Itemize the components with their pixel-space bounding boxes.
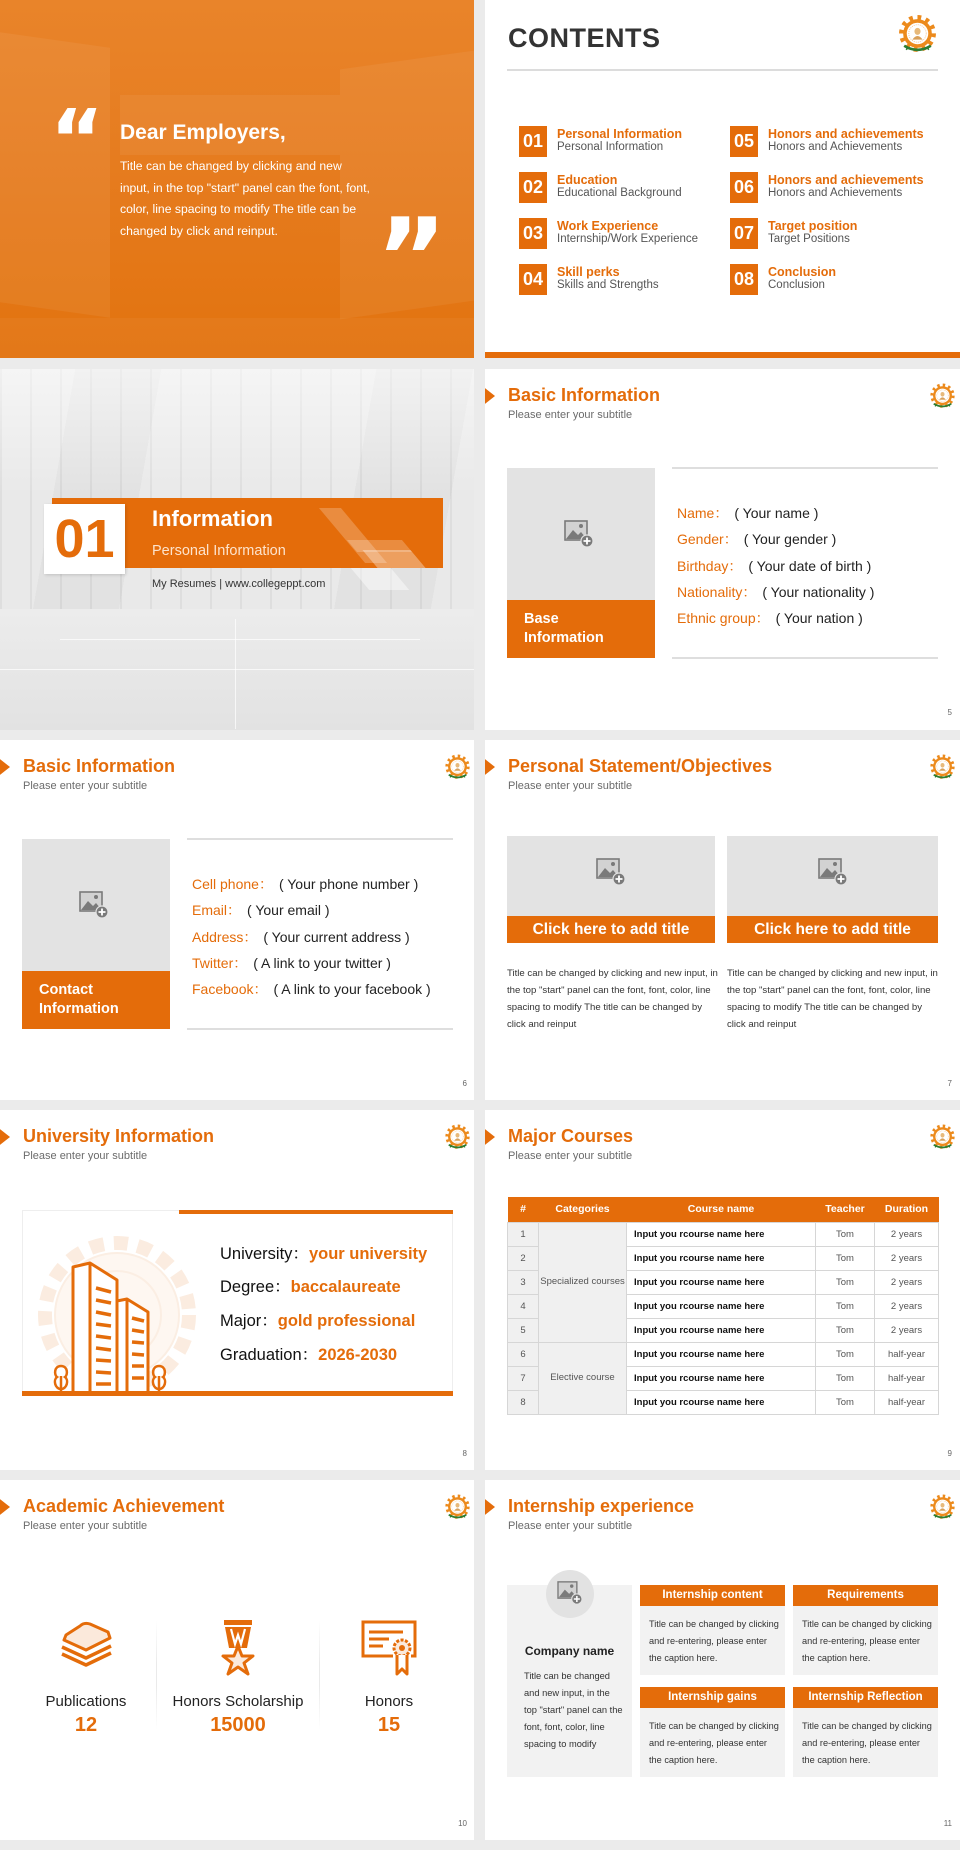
bottom-accent-bar xyxy=(485,352,960,358)
box-body[interactable]: Title can be changed by clicking and re-entering, please enter the caption here. xyxy=(802,1721,932,1765)
course-name[interactable]: Input you rcourse name here xyxy=(627,1390,816,1414)
building-icon xyxy=(22,1214,222,1394)
medal-icon xyxy=(208,1618,268,1678)
field-label: Nationality： xyxy=(677,584,757,600)
internship-gains-box xyxy=(640,1687,785,1777)
box-body[interactable]: Title can be changed by clicking and re-entering, please enter the caption here. xyxy=(649,1619,779,1663)
item-title: Education xyxy=(557,173,618,187)
achievement-value: 15000 xyxy=(210,1714,266,1736)
card-bottom-accent xyxy=(22,1391,453,1396)
item-number: 08 xyxy=(730,264,758,295)
column-header: Course name xyxy=(627,1197,816,1222)
header-arrow-icon xyxy=(0,1496,10,1518)
field-value: baccalaureate xyxy=(290,1278,401,1296)
duration[interactable]: half-year xyxy=(875,1342,939,1366)
field-degree[interactable] xyxy=(220,1276,401,1298)
item-number: 07 xyxy=(730,218,758,249)
item-subtitle: Personal Information xyxy=(557,141,664,153)
field-value: ( Your name ) xyxy=(734,505,819,521)
achievement-value: 12 xyxy=(74,1714,98,1736)
certificate-icon xyxy=(359,1618,419,1678)
courses-table xyxy=(507,1197,939,1415)
university-logo-icon xyxy=(444,1124,471,1152)
slide-major-courses xyxy=(485,1110,960,1470)
university-logo-icon xyxy=(929,754,956,782)
achievement-honors xyxy=(314,1618,464,1736)
slide-dear-employers xyxy=(0,0,474,358)
slide-subtitle[interactable]: Please enter your subtitle xyxy=(23,780,148,792)
item-subtitle: Honors and Achievements xyxy=(768,141,903,153)
slide-contact-information xyxy=(0,740,474,1100)
slide-title[interactable]: Basic Information xyxy=(508,385,661,405)
table-row xyxy=(508,1222,939,1246)
field-label: Major： xyxy=(220,1312,278,1330)
university-logo-icon xyxy=(929,1124,956,1152)
field-value: ( Your date of birth ) xyxy=(748,558,872,574)
row-number: 4 xyxy=(508,1294,539,1318)
divider xyxy=(672,467,938,469)
slide-university-information xyxy=(0,1110,474,1470)
box-title[interactable]: Requirements xyxy=(793,1585,938,1606)
item-subtitle: Target Positions xyxy=(768,233,850,245)
item-title: Honors and achievements xyxy=(768,127,924,141)
course-name[interactable]: Input you rcourse name here xyxy=(627,1342,816,1366)
insert-image-icon[interactable] xyxy=(79,891,109,919)
duration[interactable]: 2 years xyxy=(875,1294,939,1318)
item-subtitle: Conclusion xyxy=(768,279,825,291)
slide-internship-experience xyxy=(485,1480,960,1840)
slide-title[interactable]: Academic Achievement xyxy=(23,1496,225,1516)
page-number: 10 xyxy=(458,1819,467,1828)
course-name[interactable]: Input you rcourse name here xyxy=(627,1270,816,1294)
slide-title[interactable]: Internship experience xyxy=(508,1496,695,1516)
university-logo-icon xyxy=(897,15,938,56)
photo-placeholder[interactable] xyxy=(507,468,655,658)
company-logo-placeholder[interactable] xyxy=(546,1570,594,1618)
achievement-publications xyxy=(11,1618,161,1736)
field-label: University： xyxy=(220,1245,309,1263)
item-title: Conclusion xyxy=(768,265,837,279)
insert-image-icon[interactable] xyxy=(596,858,626,886)
slide-title[interactable]: Personal Statement/Objectives xyxy=(508,756,773,776)
card-label-text: Base Information xyxy=(524,611,604,646)
slide-subtitle[interactable]: Please enter your subtitle xyxy=(508,409,633,421)
university-logo-icon xyxy=(444,754,471,782)
teacher[interactable]: Tom xyxy=(816,1366,875,1390)
section-subtitle[interactable]: Personal Information xyxy=(152,543,286,559)
teacher[interactable]: Tom xyxy=(816,1270,875,1294)
field-value: ( Your current address ) xyxy=(263,929,410,945)
field-label: Gender： xyxy=(677,531,738,547)
slide-subtitle[interactable]: Please enter your subtitle xyxy=(23,1520,148,1532)
slide-personal-statement xyxy=(485,740,960,1100)
section-number: 01 xyxy=(54,509,115,569)
row-number: 3 xyxy=(508,1270,539,1294)
achievement-label: Honors xyxy=(364,1693,414,1710)
teacher[interactable]: Tom xyxy=(816,1342,875,1366)
duration[interactable]: half-year xyxy=(875,1390,939,1414)
field-value: ( Your phone number ) xyxy=(278,876,419,892)
card-label xyxy=(507,600,655,658)
header-arrow-icon xyxy=(0,1126,10,1148)
slide-section-information xyxy=(0,369,474,730)
row-number: 1 xyxy=(508,1222,539,1246)
section-footer: My Resumes | www.collegeppt.com xyxy=(152,578,326,590)
item-subtitle: Honors and Achievements xyxy=(768,187,903,199)
course-name[interactable]: Input you rcourse name here xyxy=(627,1318,816,1342)
panel-title-bar[interactable]: Click here to add title xyxy=(507,916,715,943)
teacher[interactable]: Tom xyxy=(816,1390,875,1414)
achievement-label: Publications xyxy=(45,1693,127,1710)
photo-placeholder[interactable] xyxy=(22,839,170,1029)
teacher[interactable]: Tom xyxy=(816,1318,875,1342)
item-number: 03 xyxy=(519,218,547,249)
stacked-papers-icon xyxy=(56,1618,116,1678)
insert-image-icon[interactable] xyxy=(564,520,594,548)
slide-subtitle[interactable]: Please enter your subtitle xyxy=(508,1150,633,1162)
university-logo-icon xyxy=(929,383,956,411)
panel-title-bar[interactable]: Click here to add title xyxy=(727,916,938,943)
page-number: 6 xyxy=(462,1079,467,1088)
page-number: 8 xyxy=(462,1449,467,1458)
row-number: 2 xyxy=(508,1246,539,1270)
insert-image-icon[interactable] xyxy=(557,1581,583,1605)
slide-academic-achievement xyxy=(0,1480,474,1840)
course-name[interactable]: Input you rcourse name here xyxy=(627,1246,816,1270)
court-line xyxy=(0,669,474,670)
row-number: 6 xyxy=(508,1342,539,1366)
item-title: Work Experience xyxy=(557,219,659,233)
achievement-label: Honors Scholarship xyxy=(172,1693,304,1710)
field-value: ( A link to your facebook ) xyxy=(273,981,431,997)
item-number: 02 xyxy=(519,172,547,203)
field-value: ( Your nation ) xyxy=(775,610,863,626)
internship-content-box xyxy=(640,1585,785,1675)
slide-subtitle[interactable]: Please enter your subtitle xyxy=(23,1150,148,1162)
divider xyxy=(156,1620,157,1730)
insert-image-icon[interactable] xyxy=(818,858,848,886)
field-twitter[interactable] xyxy=(192,954,391,972)
slide-contents xyxy=(485,0,960,358)
field-value: 2026-2030 xyxy=(318,1346,398,1364)
item-number: 06 xyxy=(730,172,758,203)
field-birthday[interactable] xyxy=(677,557,871,575)
header-arrow-icon xyxy=(485,756,495,778)
page-number: 11 xyxy=(943,1819,952,1828)
row-number: 7 xyxy=(508,1366,539,1390)
contents-title: CONTENTS xyxy=(508,23,661,53)
quote-body[interactable]: Title can be changed by clicking and new input, in the top "start" panel can the font, font, color, line spacing to modify The title can be changed by click and reinput. xyxy=(120,159,370,238)
slide-title[interactable]: Basic Information xyxy=(23,756,176,776)
field-value: ( A link to your twitter ) xyxy=(253,955,391,971)
table-row xyxy=(508,1342,939,1366)
photo-placeholder[interactable] xyxy=(507,836,715,916)
course-name[interactable]: Input you rcourse name here xyxy=(627,1294,816,1318)
divider xyxy=(187,1028,453,1030)
field-label: Ethnic group： xyxy=(677,610,770,626)
page-number: 5 xyxy=(947,708,952,717)
header-arrow-icon xyxy=(485,385,495,407)
divider xyxy=(507,69,938,71)
row-number: 8 xyxy=(508,1390,539,1414)
field-address[interactable] xyxy=(192,928,410,946)
university-logo-icon xyxy=(929,1494,956,1522)
table-header-row xyxy=(508,1197,939,1222)
teacher[interactable]: Tom xyxy=(816,1222,875,1246)
item-title: Target position xyxy=(768,219,858,233)
slide-subtitle[interactable]: Please enter your subtitle xyxy=(508,780,633,792)
slide-basic-information xyxy=(485,369,960,730)
row-number: 5 xyxy=(508,1318,539,1342)
divider xyxy=(672,657,938,659)
field-label: Cell phone： xyxy=(192,876,273,892)
internship-reflection-box xyxy=(793,1687,938,1777)
field-major[interactable] xyxy=(220,1310,415,1332)
field-gender[interactable] xyxy=(677,530,836,548)
slide-title[interactable]: University Information xyxy=(23,1126,215,1146)
court-line xyxy=(235,619,236,729)
close-quote-icon: ” xyxy=(376,196,447,321)
field-label: Twitter： xyxy=(192,955,248,971)
field-value: ( Your email ) xyxy=(247,902,330,918)
card-top-accent xyxy=(179,1210,453,1214)
field-email[interactable] xyxy=(192,901,330,919)
item-title: Personal Information xyxy=(557,127,683,141)
slide-subtitle[interactable]: Please enter your subtitle xyxy=(508,1520,633,1532)
header-arrow-icon xyxy=(485,1126,495,1148)
panel-body-text[interactable]: Title can be changed by clicking and new input, in the top "start" panel can the font, font, color, line spacing to modify The title can be changed by click and reinput xyxy=(727,968,938,1030)
box-title[interactable]: Internship gains xyxy=(640,1687,785,1708)
box-body[interactable]: Title can be changed by clicking and re-entering, please enter the caption here. xyxy=(649,1721,779,1765)
field-label: Degree： xyxy=(220,1278,291,1296)
field-value: ( Your nationality ) xyxy=(762,584,875,600)
field-ethnic-group[interactable] xyxy=(677,609,863,627)
field-nationality[interactable] xyxy=(677,583,874,601)
card-label-text: Contact Information xyxy=(39,982,119,1017)
company-name[interactable]: Company name xyxy=(524,1644,615,1658)
achievement-value: 15 xyxy=(377,1714,401,1736)
field-label: Birthday： xyxy=(677,558,743,574)
duration[interactable]: 2 years xyxy=(875,1270,939,1294)
item-title: Honors and achievements xyxy=(768,173,924,187)
field-label: Facebook： xyxy=(192,981,268,997)
quote-title[interactable]: Dear Employers, xyxy=(120,121,286,144)
requirements-box xyxy=(793,1585,938,1675)
category-cell[interactable]: Elective course xyxy=(539,1342,627,1414)
duration[interactable]: 2 years xyxy=(875,1318,939,1342)
item-number: 05 xyxy=(730,126,758,157)
box-title[interactable]: Internship Reflection xyxy=(793,1687,938,1708)
duration[interactable]: 2 years xyxy=(875,1222,939,1246)
field-value: ( Your gender ) xyxy=(743,531,837,547)
duration[interactable]: 2 years xyxy=(875,1246,939,1270)
column-header: Duration xyxy=(875,1197,939,1222)
item-subtitle: Internship/Work Experience xyxy=(557,233,699,245)
header-arrow-icon xyxy=(485,1496,495,1518)
photo-placeholder[interactable] xyxy=(727,836,938,916)
banner-decoration-tail xyxy=(351,568,409,590)
column-header: # xyxy=(508,1197,539,1222)
item-subtitle: Skills and Strengths xyxy=(557,279,659,291)
card-label xyxy=(22,971,170,1029)
field-graduation[interactable] xyxy=(220,1344,397,1366)
box-body[interactable]: Title can be changed by clicking and re-entering, please enter the caption here. xyxy=(802,1619,932,1663)
field-label: Address： xyxy=(192,929,258,945)
field-value: gold professional xyxy=(277,1312,416,1330)
field-label: Graduation： xyxy=(220,1346,319,1364)
section-number-box xyxy=(44,504,125,574)
field-label: Name： xyxy=(677,505,729,521)
section-title[interactable]: Information xyxy=(152,506,273,531)
page-number: 9 xyxy=(947,1449,952,1458)
item-number: 01 xyxy=(519,126,547,157)
panel-body-text[interactable]: Title can be changed by clicking and new input, in the top "start" panel can the font, font, color, line spacing to modify The title can be changed by click and reinput xyxy=(507,968,718,1030)
field-name[interactable] xyxy=(677,504,818,522)
duration[interactable]: half-year xyxy=(875,1366,939,1390)
box-title[interactable]: Internship content xyxy=(640,1585,785,1606)
open-quote-icon: “ xyxy=(50,93,104,188)
field-label: Email： xyxy=(192,902,242,918)
header-arrow-icon xyxy=(0,756,10,778)
item-number: 04 xyxy=(519,264,547,295)
column-header: Teacher xyxy=(816,1197,875,1222)
slide-title[interactable]: Major Courses xyxy=(508,1126,634,1146)
teacher[interactable]: Tom xyxy=(816,1246,875,1270)
field-university[interactable] xyxy=(220,1243,427,1265)
field-value: your university xyxy=(308,1245,428,1263)
page-number: 7 xyxy=(947,1079,952,1088)
item-title: Skill perks xyxy=(557,265,620,279)
field-cell-phone[interactable] xyxy=(192,875,418,893)
course-name[interactable]: Input you rcourse name here xyxy=(627,1222,816,1246)
column-header: Categories xyxy=(539,1197,627,1222)
divider xyxy=(187,838,453,840)
achievement-scholarship xyxy=(163,1618,313,1736)
item-subtitle: Educational Background xyxy=(557,187,682,199)
university-logo-icon xyxy=(444,1494,471,1522)
field-facebook[interactable] xyxy=(192,980,431,998)
banner-decoration xyxy=(362,550,425,568)
teacher[interactable]: Tom xyxy=(816,1294,875,1318)
background-ground xyxy=(0,318,474,358)
course-name[interactable]: Input you rcourse name here xyxy=(627,1366,816,1390)
court-line xyxy=(60,639,420,640)
company-description[interactable]: Title can be changed and new input, in the top "start" panel can the font, font, color, line spacing to modify xyxy=(524,1671,623,1749)
category-cell[interactable]: Specialized courses xyxy=(539,1222,627,1342)
